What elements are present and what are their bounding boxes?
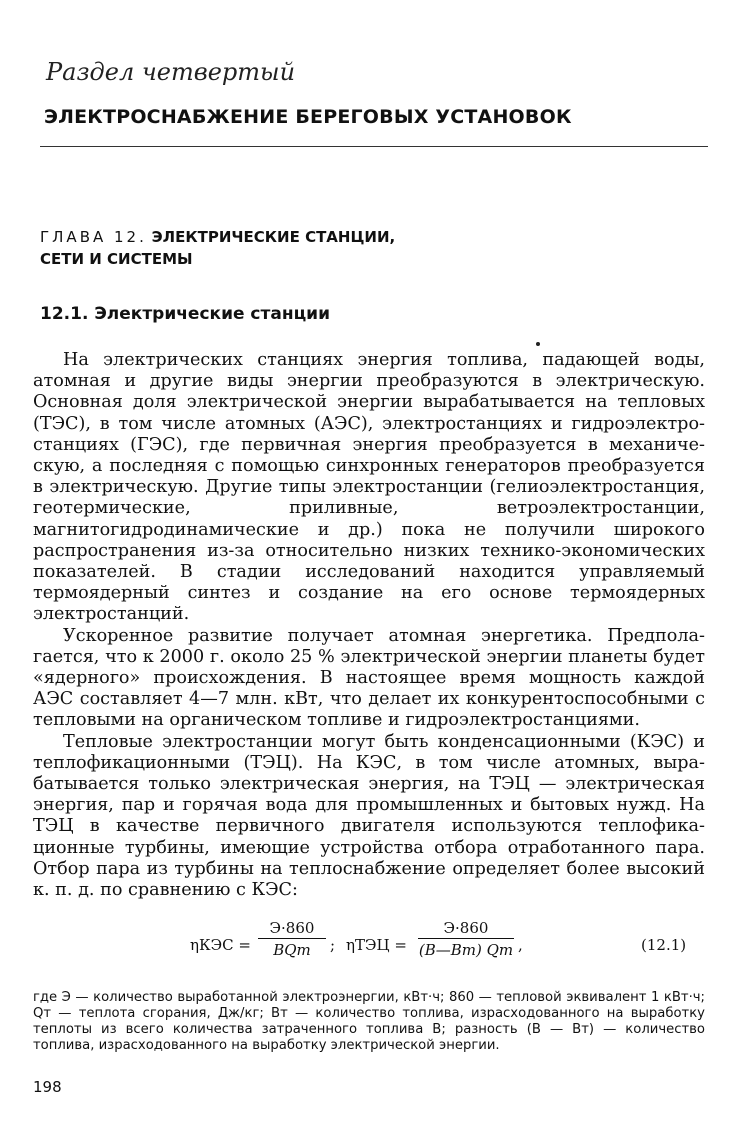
chapter-title-line2: СЕТИ И СИСТЕМЫ bbox=[40, 250, 193, 268]
paragraph-2: Ускоренное развитие получает атомная энергетика. Предполагается, что к 2000 г. около 25 % электрической энергии планеты будет «ядерного» происхождения. В настоящее время мощность каждой АЭС составляет 4—7 млн. кВт, что делает их конкурентоспособными с тепловыми на органическом топливе и гидроэлектростанциями. bbox=[33, 625, 705, 731]
formula-12-1 bbox=[190, 918, 710, 976]
print-speck bbox=[536, 342, 540, 346]
section-title: 12.1. Электрические станции bbox=[40, 304, 330, 324]
part-title: Раздел четвертый bbox=[46, 58, 296, 86]
paragraph-3: Тепловые электростанции могут быть конденсационными (КЭС) и теплофикационными (ТЭЦ). На КЭС, в том числе атомных, вырабатывается только электрическая энергия, на ТЭЦ — электрическая энергия, пар и горячая вода для промышленных и бытовых нужд. На ТЭЦ в качестве первичного двигателя используются теплофикационные турбины, имеющие устройства отбора отработанного пара. Отбор пара из турбины на теплоснабжение определяет более высокий к. п. д. по сравнению с КЭС: bbox=[33, 731, 705, 901]
page-number: 198 bbox=[33, 1078, 62, 1096]
formula-trailing-comma: , bbox=[518, 936, 523, 954]
part-heading: ЭЛЕКТРОСНАБЖЕНИЕ БЕРЕГОВЫХ УСТАНОВОК bbox=[44, 106, 572, 128]
formula-lhs-tets: ηТЭЦ = bbox=[346, 936, 407, 954]
paragraph-1: На электрических станциях энергия топлива, падающей воды, атомная и другие виды энергии преобразуются в электрическую. Основная доля электрической энергии вырабатывается на тепловых (ТЭС), в том числе атомных (АЭС), электростанциях и гидроэлектростанциях (ГЭС), где первичная энергия преобразуется в механическую, а последняя с помощью синхронных генераторов преобразуется в электрическую. Другие типы электростанции (гелиоэлектростанция, геотермические, приливные, ветроэлектростанции, магнитогидродинамические и др.) пока не получили широкого распространения из-за относительно низких технико-экономических показателей. В стадии исследований находится управляемый термоядерный синтез и создание на его основе термоядерных электростанций. bbox=[33, 350, 705, 625]
chapter-label: ГЛАВА 12. bbox=[40, 228, 147, 246]
fraction-tets-numerator: Э·860 bbox=[418, 918, 514, 939]
body-text bbox=[33, 350, 705, 901]
fraction-kes-numerator: Э·860 bbox=[258, 918, 326, 939]
fraction-tets-denominator: (B—Bт) Qт bbox=[418, 941, 514, 959]
chapter-title-line1: ЭЛЕКТРИЧЕСКИЕ СТАНЦИИ, bbox=[151, 228, 396, 246]
chapter-heading bbox=[40, 226, 540, 270]
equation-number: (12.1) bbox=[641, 936, 687, 954]
fraction-kes bbox=[258, 918, 326, 961]
footnote: где Э — количество выработанной электроэнергии, кВт·ч; 860 — тепловой эквивалент 1 кВт·ч; Qт — теплота сгорания, Дж/кг; Bт — количество топлива, израсходованного на выработку теплоты из всего количества затраченного топлива B; разность (B — Bт) — количество топлива, израсходованного на выработку электрической энергии. bbox=[33, 990, 705, 1053]
heading-divider bbox=[40, 146, 708, 147]
fraction-tets bbox=[418, 918, 514, 961]
formula-lhs-kes: ηКЭС = bbox=[190, 936, 251, 954]
formula-separator: ; bbox=[330, 936, 336, 954]
fraction-kes-denominator: BQт bbox=[273, 941, 311, 959]
